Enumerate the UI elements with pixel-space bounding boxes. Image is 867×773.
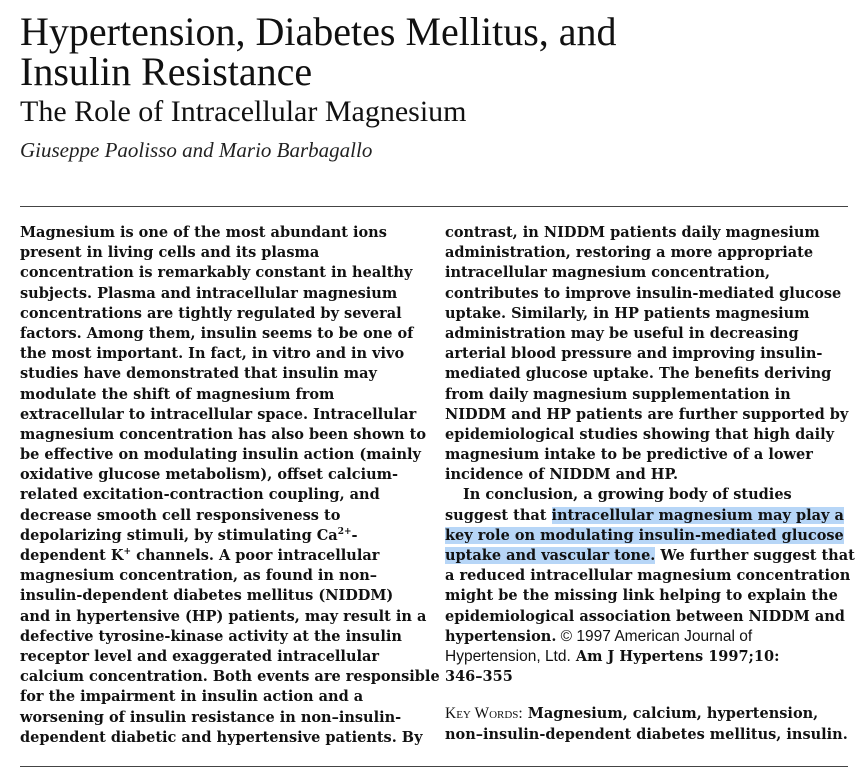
abstract-line: oxidative glucose metabolism), offset calcium- [20,466,399,484]
k-text-post: channels. A poor intracellular [131,547,380,564]
title-line-2: Insulin Resistance [20,49,313,94]
spacer [445,687,855,704]
abstract-left-column [20,223,440,748]
conclusion-line: a reduced intracellular magnesium concentration [445,567,851,585]
copyright-line [445,627,855,647]
k-superscript: + [123,547,132,557]
copyright-text: Hypertension, Ltd. [445,647,571,665]
conclusion-line: In conclusion, a growing body of studies [463,486,792,504]
abstract-line: worsening of insulin resistance in non–insulin- [20,708,402,726]
abstract-line: incidence of NIDDM and HP. [445,466,679,484]
abstract-line: magnesium concentration, as found in non– [20,567,378,585]
abstract-line: defective tyrosine-kinase activity at the insulin [20,627,402,645]
citation-pages: 346–355 [445,668,513,686]
abstract-line: administration may be useful in decreasing [445,324,799,342]
abstract-line-potassium [20,546,440,566]
abstract-line: contributes to improve insulin-mediated glucose [445,284,842,302]
abstract-line: concentrations are tightly regulated by several [20,304,402,322]
ca-text-post: - [351,526,358,544]
abstract-line: uptake. Similarly, in HP patients magnesium [445,304,810,322]
abstract-line: related excitation-contraction coupling, and [20,486,380,504]
conclusion-line [445,506,855,526]
abstract-line: NIDDM and HP patients are further supported by [445,405,849,423]
conclusion-text: hypertension. [445,627,557,645]
abstract-right-column [445,223,855,745]
conclusion-line: might be the missing link helping to explain the [445,587,838,605]
selected-text-highlight[interactable]: intracellular magnesium may play a [551,506,844,524]
ca-text: depolarizing stimuli, by stimulating Ca [20,526,338,544]
keywords-line: non–insulin-dependent diabetes mellitus, insulin. [445,725,848,743]
article-subtitle: The Role of Intracellular Magnesium [20,95,467,128]
abstract-line: factors. Among them, insulin seems to be one of [20,324,414,342]
abstract-line: studies have demonstrated that insulin may [20,365,377,383]
keywords-label: Key Words: [445,705,523,723]
abstract-line: decrease smooth cell responsiveness to [20,506,341,524]
abstract-line: receptor level and exaggerated intracellular [20,647,380,665]
abstract-line: magnesium intake to be predictive of a lower [445,446,813,464]
conclusion-text: We further suggest that [655,547,855,564]
conclusion-line [445,546,855,566]
selected-text-highlight[interactable]: key role on modulating insulin-mediated glucose [445,526,844,544]
abstract-line: dependent diabetic and hypertensive patients. By [20,728,423,746]
abstract-line: intracellular magnesium concentration, [445,264,771,282]
abstract-line: the most important. In fact, in vitro and in vivo [20,345,405,363]
citation-text: Am J Hypertens 1997;10: [570,647,780,665]
article-title [20,9,860,94]
conclusion-line [445,526,855,546]
article-authors: Giuseppe Paolisso and Mario Barbagallo [20,138,373,162]
conclusion-text: suggest that [445,506,552,524]
conclusion-line: epidemiological association between NIDDM and [445,607,845,625]
top-rule-divider [20,206,848,207]
abstract-line: magnesium concentration has also been shown to [20,425,427,443]
abstract-line: insulin-dependent diabetes mellitus (NIDDM) [20,587,394,605]
citation-line [445,647,855,667]
bottom-rule-divider [20,766,848,767]
keywords-line [445,704,855,724]
abstract-line: present in living cells and its plasma [20,244,320,262]
abstract-line: from daily magnesium supplementation in [445,385,791,403]
abstract-line: contrast, in NIDDM patients daily magnesium [445,224,820,241]
keywords-text: Magnesium, calcium, hypertension, [522,705,819,723]
k-text: dependent K [20,547,124,564]
abstract-line-calcium [20,526,440,546]
abstract-line: calcium concentration. Both events are responsible [20,668,440,686]
abstract-line: and in hypertensive (HP) patients, may result in a [20,607,427,625]
abstract-line: for the impairment in insulin action and a [20,688,364,706]
copyright-text: © 1997 American Journal of [556,627,753,645]
selected-text-highlight[interactable]: uptake and vascular tone. [445,547,656,564]
abstract-line: administration, restoring a more appropriate [445,244,814,262]
abstract-line: modulate the shift of magnesium from [20,385,335,403]
abstract-line: be effective on modulating insulin action (mainly [20,446,421,464]
abstract-line: epidemiological studies showing that high daily [445,425,835,443]
abstract-line: mediated glucose uptake. The benefits deriving [445,365,832,383]
abstract-line: Magnesium is one of the most abundant ions [20,224,387,241]
ca-superscript: 2+ [337,526,352,537]
abstract-line: subjects. Plasma and intracellular magnesium [20,284,398,302]
abstract-line: arterial blood pressure and improving insulin- [445,345,823,363]
title-line-1: Hypertension, Diabetes Mellitus, and [20,9,617,54]
abstract-line: extracellular to intracellular space. Intracellular [20,405,417,423]
abstract-line: concentration is remarkably constant in healthy [20,264,413,282]
